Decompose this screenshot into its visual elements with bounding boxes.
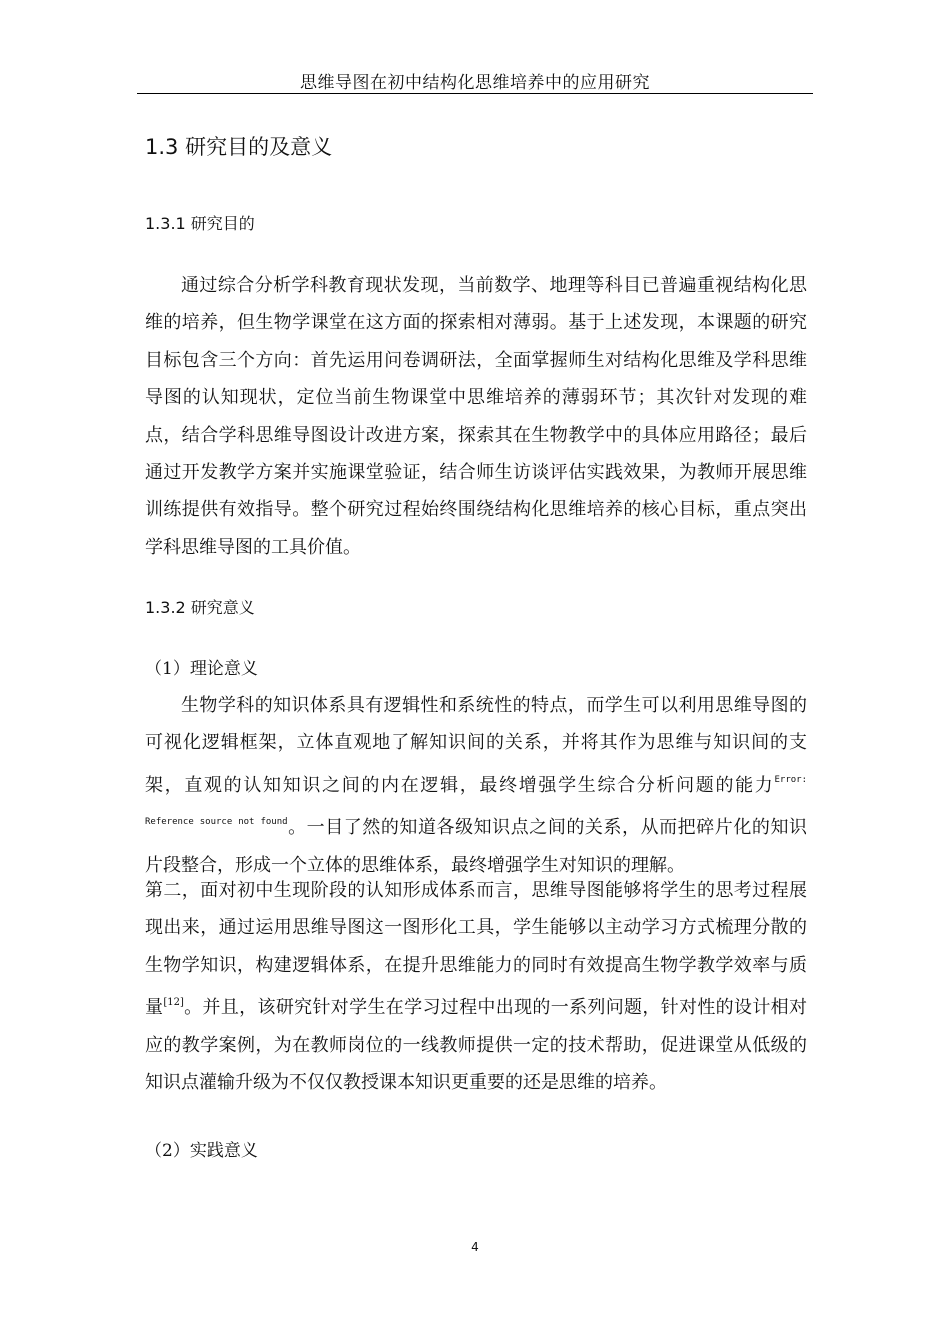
page-number: 4 bbox=[471, 1240, 479, 1254]
theory-text-1a: 生物学科的知识体系具有逻辑性和系统性的特点，而学生可以利用思维导图的可视化逻辑框架，立体直观地了解知识间的关系，并将其作为思维与知识间的支架，直观的认知知识之间的内在逻辑，最终增强学生综合分析问题的能力 bbox=[145, 695, 807, 796]
purpose-paragraph: 通过综合分析学科教育现状发现，当前数学、地理等科目已普遍重视结构化思维的培养，但生物学课堂在这方面的探索相对薄弱。基于上述发现，本课题的研究目标包含三个方向：首先运用问卷调研法，全面掌握师生对结构化思维及学科思维导图的认知现状，定位当前生物课堂中思维培养的薄弱环节；其次针对发现的难点，结合学科思维导图设计改进方案，探索其在生物教学中的具体应用路径；最后通过开发教学方案并实施课堂验证，结合师生访谈评估实践效果，为教师开展思维训练提供有效指导。整个研究过程始终围绕结构化思维培养的核心目标，重点突出学科思维导图的工具价值。 bbox=[145, 275, 807, 558]
subsection-title-significance: 1.3.2 研究意义 bbox=[145, 598, 255, 617]
item-practical-significance: （2）实践意义 bbox=[145, 1141, 258, 1161]
running-header: 思维导图在初中结构化思维培养中的应用研究 bbox=[300, 73, 650, 93]
citation-12: [12] bbox=[163, 997, 184, 1009]
header-rule bbox=[137, 93, 813, 94]
section-title: 1.3 研究目的及意义 bbox=[145, 135, 333, 159]
theory-paragraph-2 bbox=[145, 872, 807, 1101]
theory-paragraph-1 bbox=[145, 687, 807, 884]
reference-error: Error: Reference source not found bbox=[145, 774, 807, 828]
item-theoretical-significance: （1）理论意义 bbox=[145, 659, 258, 679]
theory-text-1b: 。一目了然的知道各级知识点之间的关系，从而把碎片化的知识片段整合，形成一个立体的思维体系，最终增强学生对知识的理解。 bbox=[145, 817, 807, 876]
theory-text-2b: 。并且，该研究针对学生在学习过程中出现的一系列问题，针对性的设计相对应的教学案例，为在教师岗位的一线教师提供一定的技术帮助，促进课堂从低级的知识点灌输升级为不仅仅教授课本知识更重要的还是思维的培养。 bbox=[145, 997, 807, 1094]
theory-text-2a: 第二，面对初中生现阶段的认知形成体系而言，思维导图能够将学生的思考过程展现出来，通过运用思维导图这一图形化工具，学生能够以主动学习方式梳理分散的生物学知识，构建逻辑体系，在提升思维能力的同时有效提高生物学教学效率与质量 bbox=[145, 880, 807, 1019]
subsection-title-purpose: 1.3.1 研究目的 bbox=[145, 214, 255, 233]
